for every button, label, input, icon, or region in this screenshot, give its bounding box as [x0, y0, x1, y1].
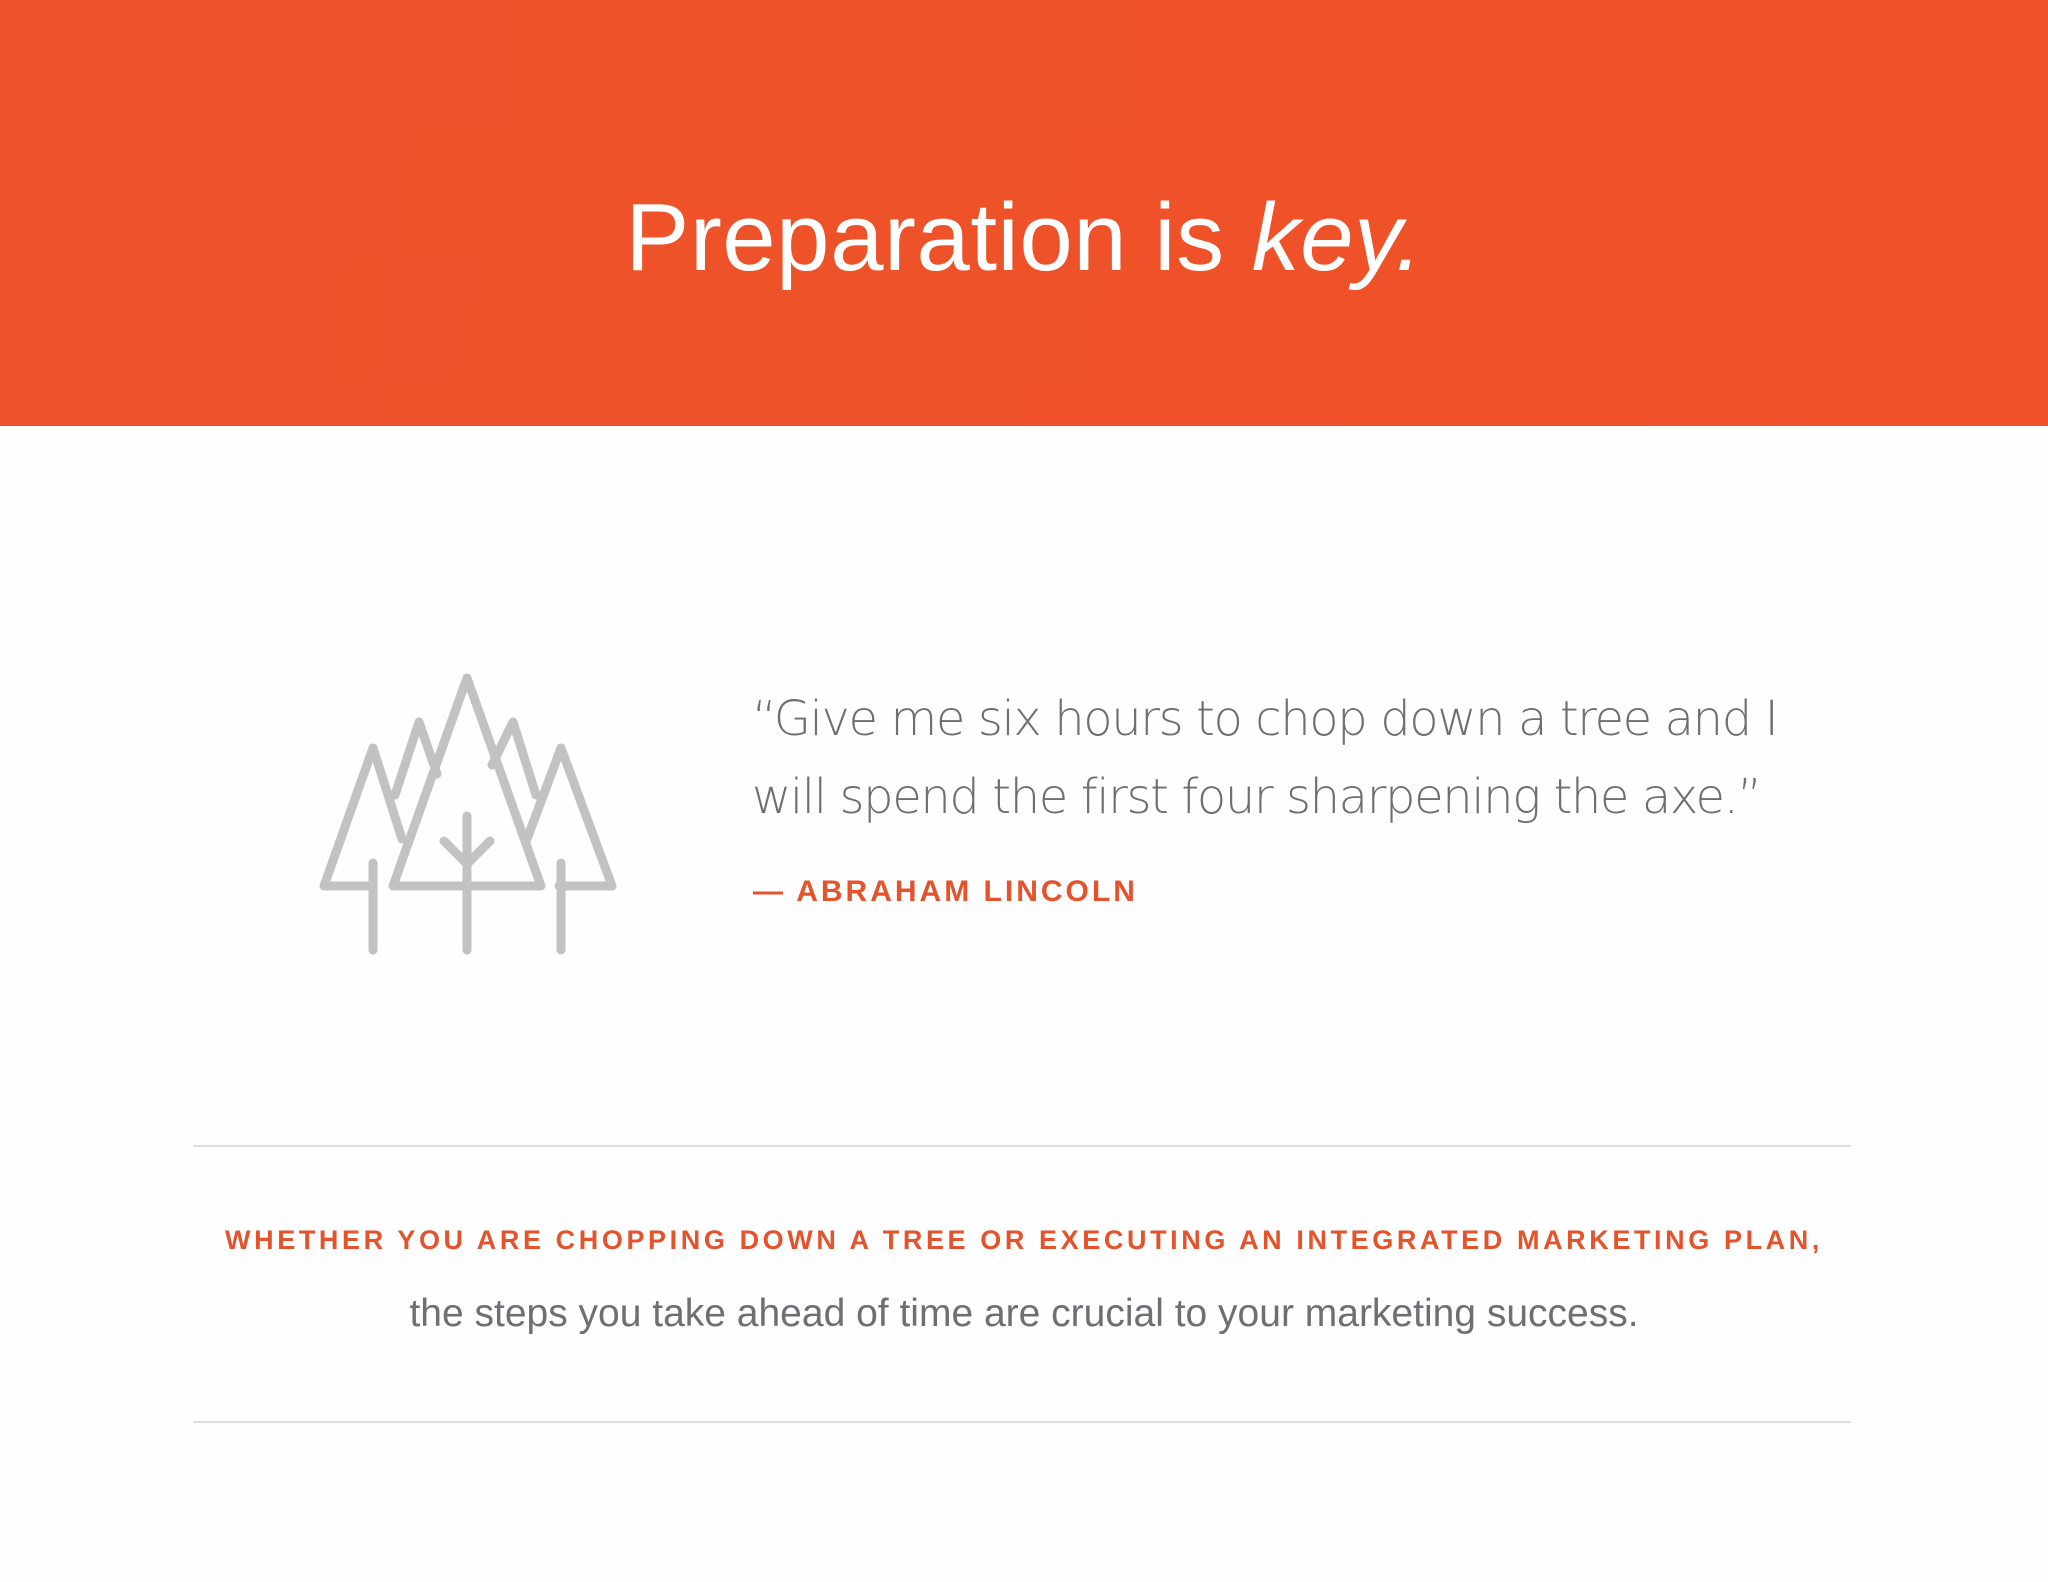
divider-bottom [193, 1421, 1851, 1423]
divider-top [193, 1145, 1851, 1147]
header-banner [0, 0, 2048, 426]
quote-attribution: — ABRAHAM LINCOLN [753, 875, 1138, 908]
trees-icon [316, 670, 620, 960]
callout-subline: the steps you take ahead of time are crucial to your marketing success. [409, 1292, 1639, 1335]
quote-text: “Give me six hours to chop down a tree and I will spend the first four sharpening the axe.” [752, 691, 1778, 825]
callout-headline: WHETHER YOU ARE CHOPPING DOWN A TREE OR EXECUTING AN INTEGRATED MARKETING PLAN, [225, 1225, 1823, 1255]
left-tree-outline [324, 748, 402, 886]
page-title-emphasis: key. [1251, 184, 1423, 291]
page-title-main: Preparation is [625, 184, 1252, 291]
page-title [0, 178, 2048, 298]
right-tree-outline [527, 748, 612, 886]
